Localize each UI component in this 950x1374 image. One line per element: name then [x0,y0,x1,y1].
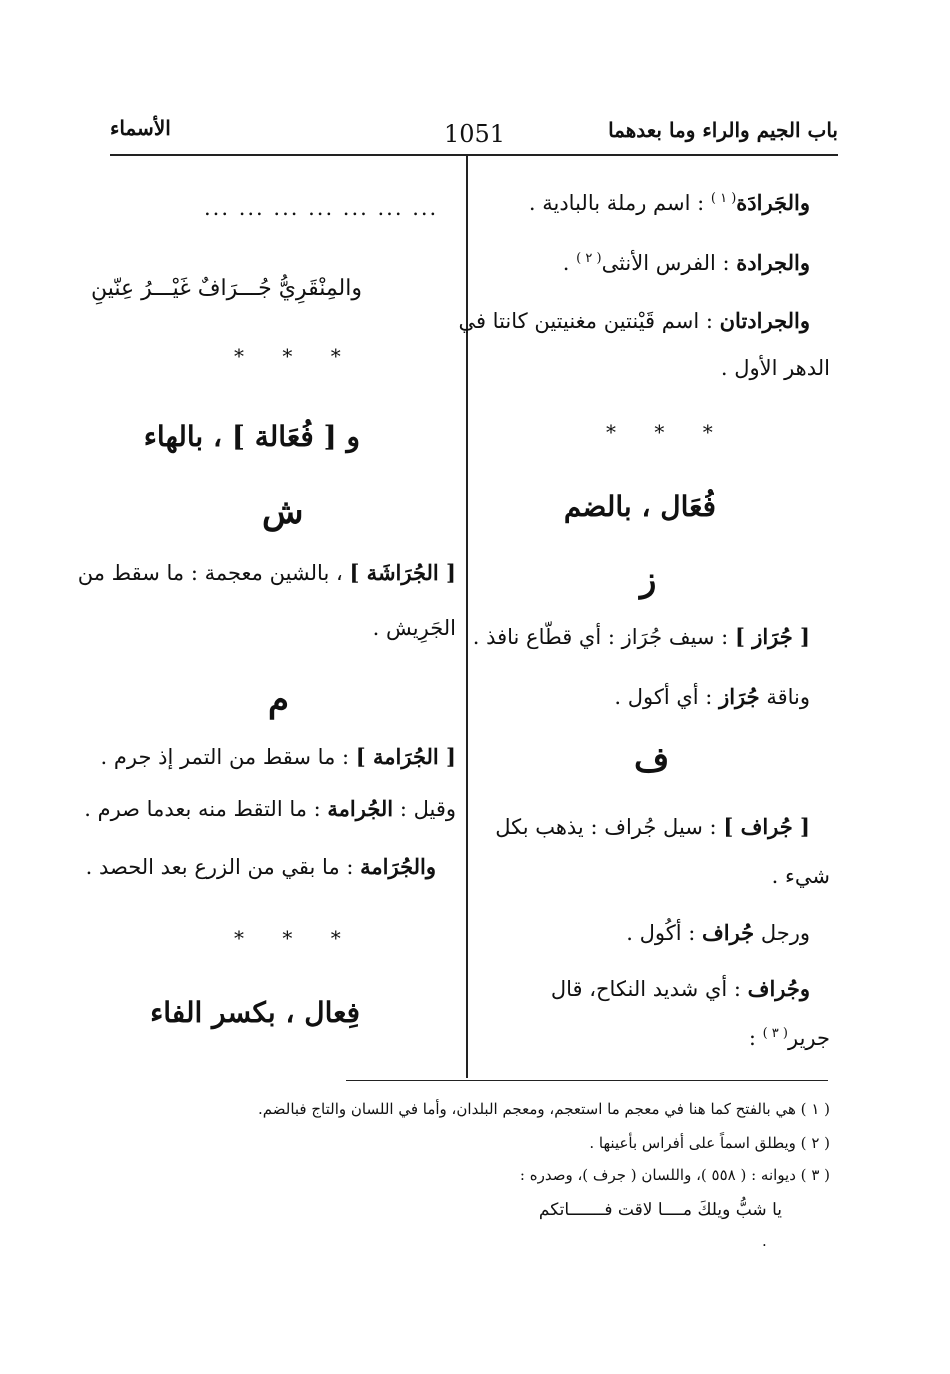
entry-term: والجرادة [736,250,810,275]
entry-term: [ الجُرَاشَة ] [349,560,456,585]
entry-jurama-3 [86,854,436,879]
entry-prefix: وقيل : [399,797,456,821]
entry-juraz [473,624,810,649]
entry-continuation [749,1026,830,1050]
footnote-3: ( ٣ ) ديوانه : ( ٥٥٨ )، واللسان ( جرف )، وصدره : [519,1166,830,1184]
footnote-2: ( ٢ ) ويطلق اسماً على أفراس بأعينها . [589,1134,830,1152]
header-rule [110,154,838,156]
entry-term: [ الجُرَامة ] [355,744,456,769]
entry-definition: : أي أكول . [614,685,713,709]
section-separator: * * * [606,420,729,444]
footnote-verse: يا شبُّ ويلكَ مــــا لاقت فـــــــاتكم [538,1200,782,1220]
entry-definition: : ما سقط من التمر إذ جرم . [100,745,350,769]
entry-rajul-juraf [626,920,810,945]
entry-definition: : أي شديد النكاح، قال [550,977,741,1001]
entry-term: جُراف [701,920,755,945]
entry-naqa-juraz [614,684,810,709]
entry-term: والجَرادَة [736,190,810,215]
punctuation: . [562,251,570,275]
entry-definition: ، بالشين معجمة : ما سقط من [77,561,343,585]
footnote-rule [346,1080,828,1081]
entry-wa-juraf [551,976,810,1001]
entry-jurama-1 [101,744,456,769]
letter-heading-m: م [268,680,290,720]
entry-continuation: الدهر الأول . [720,356,830,380]
entry-continuation: الجَرِيش . [372,616,456,640]
entry-jaradatan [458,308,810,333]
section-heading: فُعَال ، بالضم [563,490,716,523]
letter-heading-z: ز [640,560,657,600]
footnote-ref: ( ٣ ) [762,1026,788,1041]
footnote-dot: . [762,1232,767,1250]
entry-definition: : سيف جُرَاز : أي قطّاع نافذ . [472,625,729,649]
punctuation: : [748,1026,756,1050]
running-title-right: باب الجيم والراء وما بعدهما [608,118,838,142]
footnote-ref: ( ١ ) [710,191,737,206]
entry-term: والجرادتان [719,308,810,333]
poet-name: جرير [788,1026,830,1050]
footnote-1: ( ١ ) هي بالفتح كما هنا في معجم ما استعجم، ومعجم البلدان، وأما في اللسان والتاج فبالضم. [258,1100,830,1118]
running-title-left: الأسماء [110,116,171,140]
ellipsis-line: ... ... ... ... ... ... ... [204,196,439,220]
entry-term: [ جُراف ] [723,814,810,839]
entry-term: الجُرامة [327,796,394,821]
section-heading: فِعال ، بكسر الفاء [150,996,360,1029]
poetry-verse: والمِنْقَرِيُّ جُـــرَافٌ غَيْـــرُ عِنّينِ [90,276,362,301]
column-divider [466,156,468,1078]
section-separator: * * * [234,926,357,950]
entry-definition: : ما بقي من الزرع بعد الحصد . [85,855,354,879]
entry-definition: : ما التقط منه بعدما صرم . [84,797,321,821]
entry-definition: : أكُول . [626,921,696,945]
entry-definition: : الفرس الأنثى [601,251,730,275]
entry-jurasha [78,560,456,585]
entry-jarada-1 [529,190,810,215]
entry-continuation: شيء . [771,864,830,888]
entry-jarada-2 [563,250,810,275]
footnote-ref: ( ٢ ) [576,251,602,266]
entry-term: جُرَاز [719,684,760,709]
letter-heading-f: ف [634,740,670,780]
section-heading: و [ فُعَالة ] ، بالهاء [143,420,360,453]
entry-definition: : اسم قَيْنتين مغنيتين كانتا في [458,309,713,333]
entry-term: والجُرَامة [360,854,436,879]
entry-term: [ جُرَاز ] [734,624,810,649]
page-number: 1051 [444,120,506,148]
entry-juraf [495,814,810,839]
entry-prefix: ورجل [760,921,810,945]
entry-term: وجُراف [747,976,810,1001]
entry-definition: : سيل جُراف : يذهب بكل [495,815,717,839]
entry-jurama-2 [84,796,456,821]
letter-heading-sh: ش [262,492,304,532]
entry-prefix: وناقة [766,685,810,709]
entry-definition: : اسم رملة بالبادية . [528,191,705,215]
section-separator: * * * [234,344,357,368]
